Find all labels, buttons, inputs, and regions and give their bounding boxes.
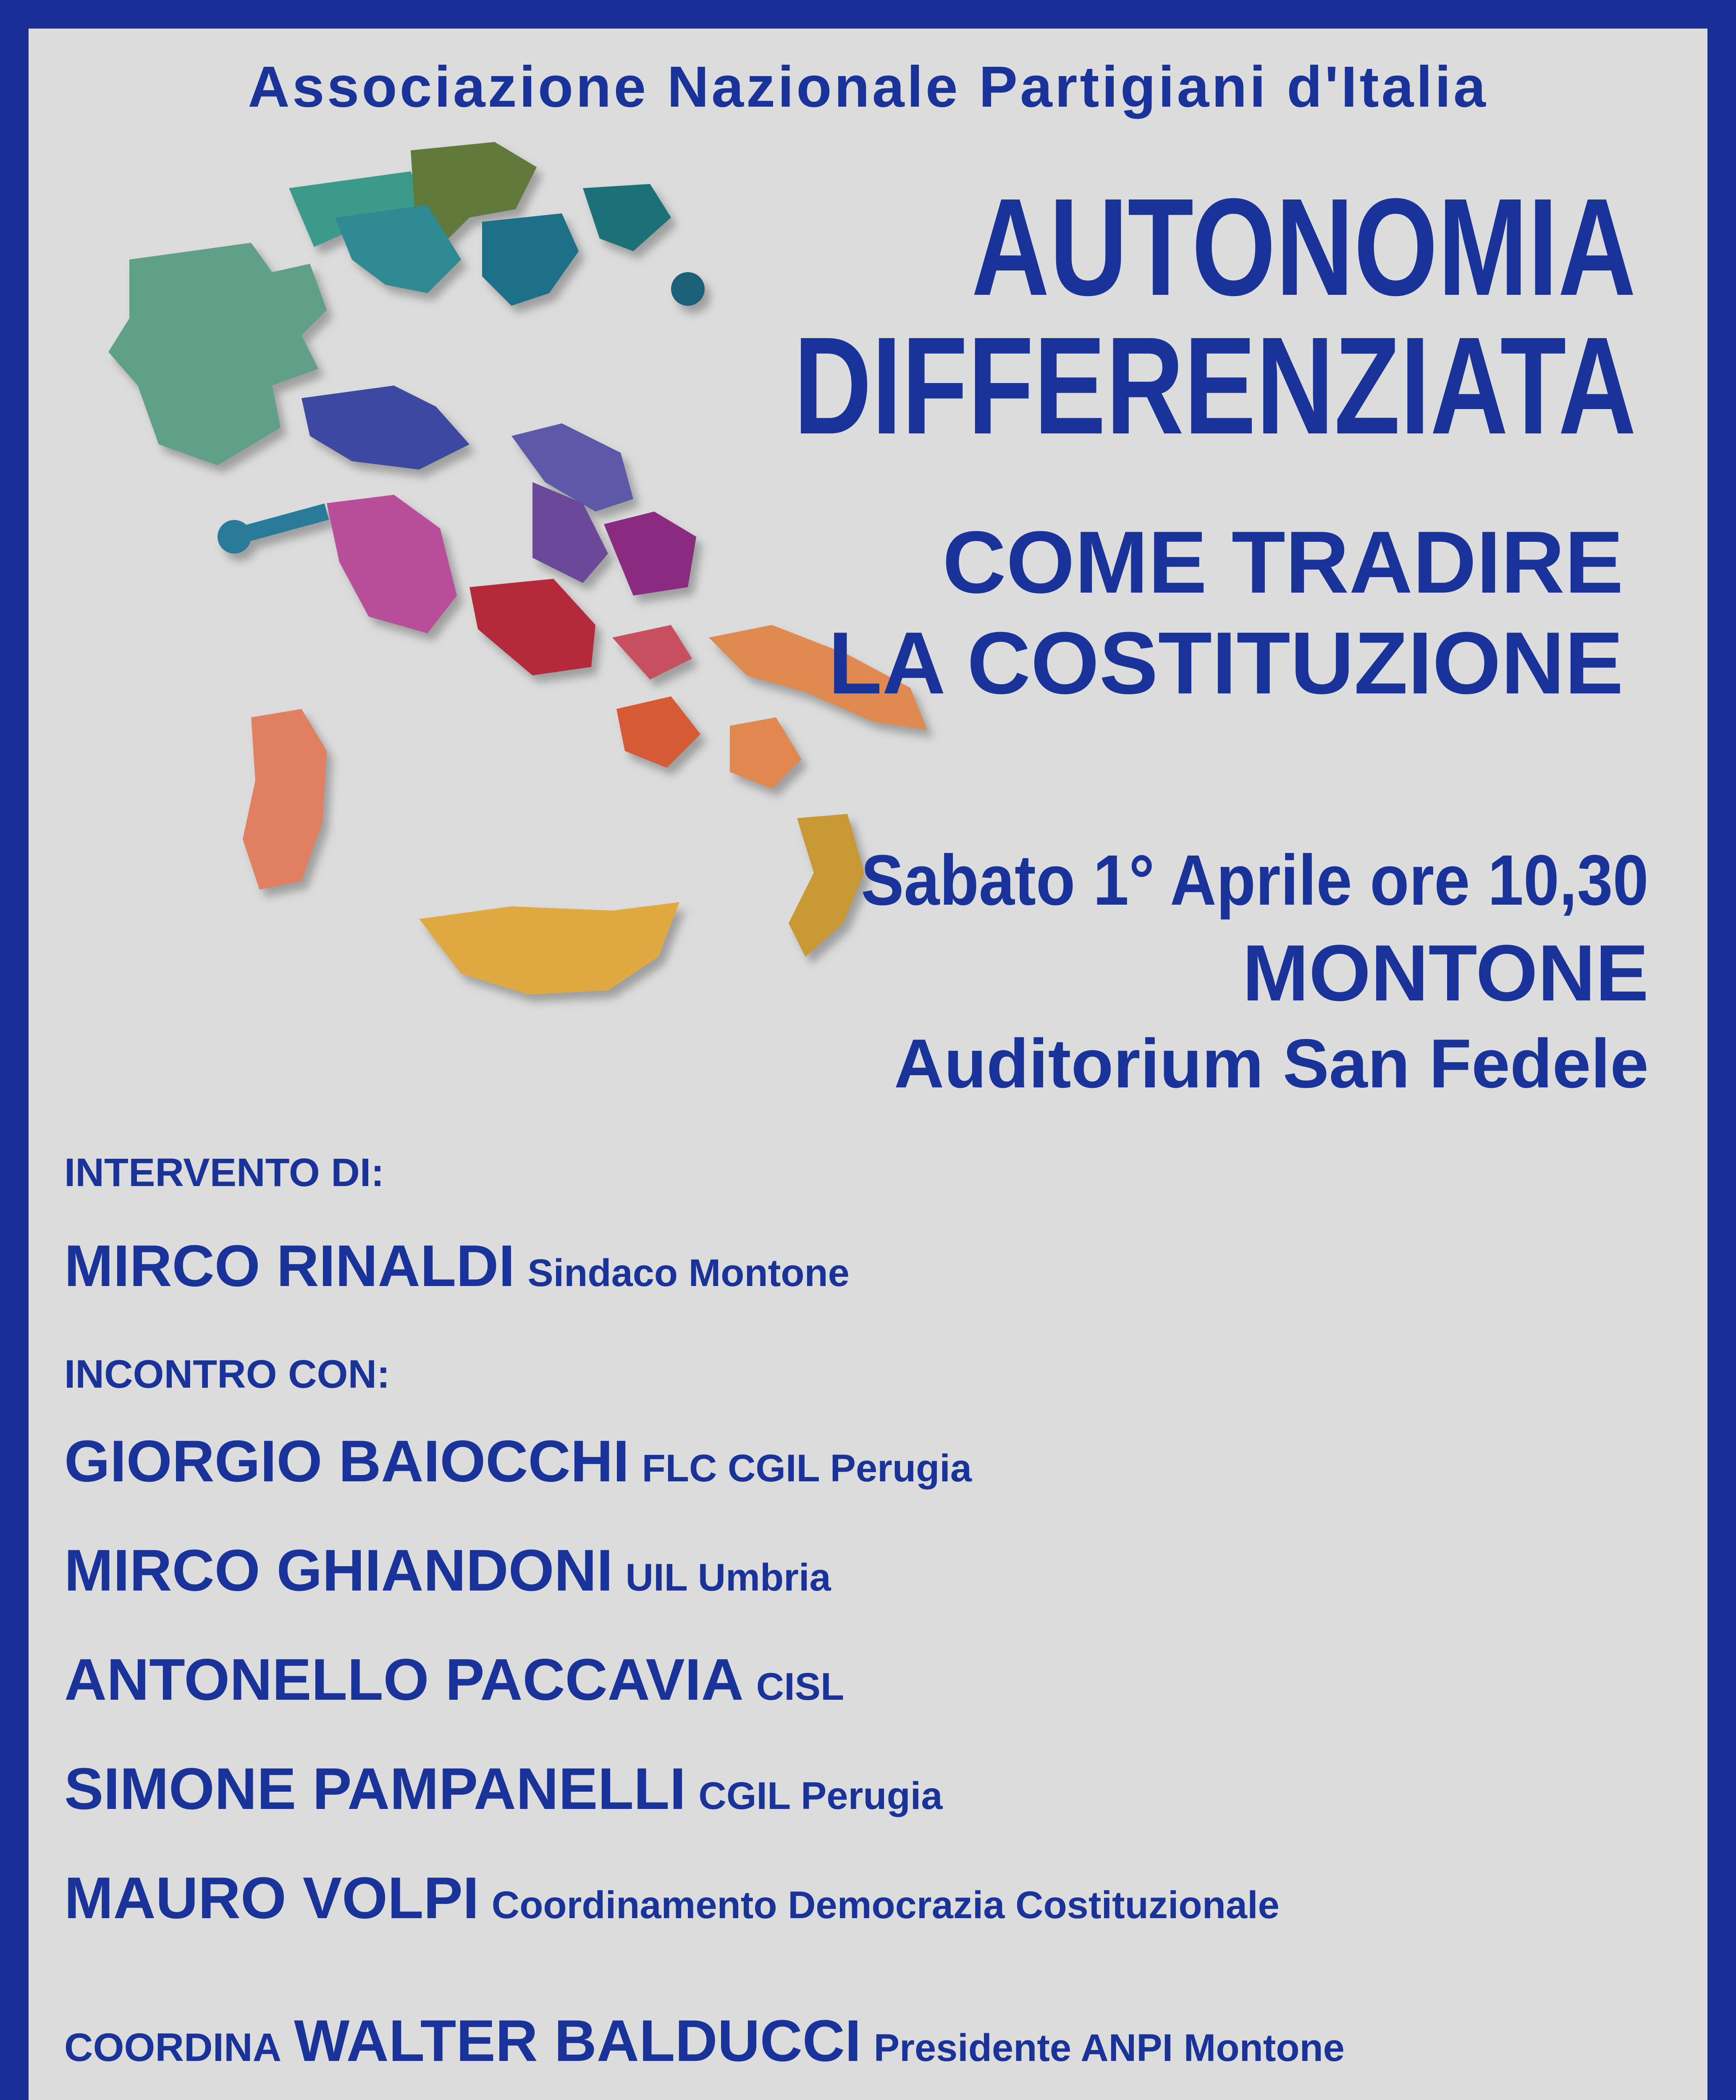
event-date-time: Sabato 1° Aprile ore 10,30 <box>861 840 1649 920</box>
speaker-role: Coordinamento Democrazia Costituzionale <box>491 1884 1280 1927</box>
incontro-label: INCONTRO CON: <box>64 1352 390 1396</box>
speaker-name: MAURO VOLPI <box>64 1865 479 1931</box>
intervento-label: INTERVENTO DI: <box>64 1150 384 1195</box>
speaker-row <box>64 1864 1280 1932</box>
subtitle-line-1: COME TRADIRE <box>942 513 1623 612</box>
event-town: MONTONE <box>1242 929 1649 1018</box>
speaker-name: SIMONE PAMPANELLI <box>64 1756 686 1822</box>
speaker-row <box>64 1755 943 1823</box>
coordinator-row <box>64 2007 1345 2075</box>
speaker-name: ANTONELLO PACCAVIA <box>64 1646 744 1712</box>
intervento-speaker <box>64 1232 850 1300</box>
subtitle-line-2: LA COSTITUZIONE <box>828 614 1623 712</box>
coordinator-role: Presidente ANPI Montone <box>873 2026 1345 2069</box>
coordinator-name: WALTER BALDUCCI <box>294 2008 861 2074</box>
speaker-name: MIRCO GHIANDONI <box>64 1537 613 1603</box>
speaker-role: UIL Umbria <box>625 1556 831 1599</box>
speaker-row <box>64 1427 972 1495</box>
speaker-name: GIORGIO BAIOCCHI <box>64 1428 629 1494</box>
speaker-role: FLC CGIL Perugia <box>642 1447 972 1490</box>
speaker-role: Sindaco Montone <box>527 1252 850 1294</box>
speaker-role: CGIL Perugia <box>698 1774 943 1817</box>
event-venue: Auditorium San Fedele <box>894 1025 1649 1102</box>
speaker-row <box>64 1646 844 1714</box>
title-line-2: DIFFERENZIATA <box>793 308 1636 463</box>
speaker-role: CISL <box>756 1665 844 1708</box>
poster <box>29 29 1707 2100</box>
coordinator-prefix: COORDINA <box>64 2025 282 2070</box>
title-line-1: AUTONOMIA <box>971 169 1636 324</box>
speaker-row <box>64 1536 831 1604</box>
organization-header: Associazione Nazionale Partigiani d'Italia <box>248 55 1488 119</box>
speaker-name: MIRCO RINALDI <box>64 1233 515 1299</box>
